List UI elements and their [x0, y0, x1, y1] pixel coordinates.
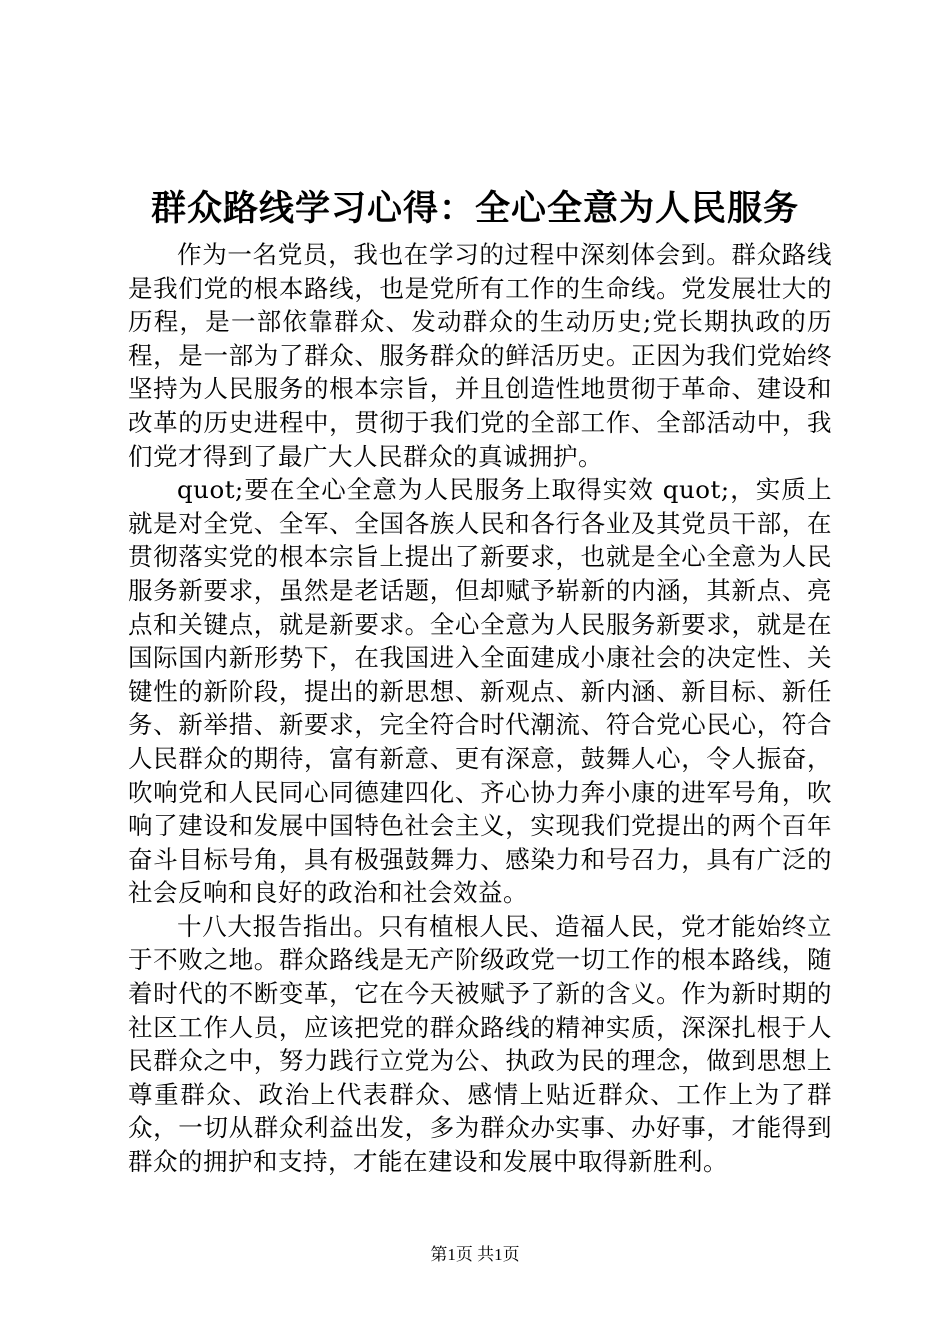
paragraph-1: 作为一名党员，我也在学习的过程中深刻体会到。群众路线是我们党的根本路线，也是党所有工作的生命线。党发展壮大的历程，是一部依靠群众、发动群众的生动历史;党长期执政的历程，是一部为了群众、服务群众的鲜活历史。正因为我们党始终坚持为人民服务的根本宗旨，并且创造性地贯彻于革命、建设和改革的历史进程中，贯彻于我们党的全部工作、全部活动中，我们党才得到了最广大人民群众的真诚拥护。: [128, 240, 832, 471]
page-number-footer: 第1页 共1页: [430, 1245, 520, 1264]
document-title: 群众路线学习心得：全心全意为人民服务: [150, 189, 799, 229]
paragraph-2: quot;要在全心全意为人民服务上取得实效 quot;，实质上就是对全党、全军、全国各族人民和各行各业及其党员干部，在贯彻落实党的根本宗旨上提出了新要求，也就是全心全意为人民服务新要求，虽然是老话题，但却赋予崭新的内涵，其新点、亮点和关键点，就是新要求。全心全意为人民服务新要求，就是在国际国内新形势下，在我国进入全面建成小康社会的决定性、关键性的新阶段，提出的新思想、新观点、新内涵、新目标、新任务、新举措、新要求，完全符合时代潮流、符合党心民心，符合人民群众的期待，富有新意、更有深意，鼓舞人心，令人振奋，吹响党和人民同心同德建四化、齐心协力奔小康的进军号角，吹响了建设和发展中国特色社会主义，实现我们党提出的两个百年奋斗目标号角，具有极强鼓舞力、感染力和号召力，具有广泛的社会反响和良好的政治和社会效益。: [128, 475, 832, 908]
paragraph-3: 十八大报告指出。只有植根人民、造福人民，党才能始终立于不败之地。群众路线是无产阶级政党一切工作的根本路线，随着时代的不断变革，它在今天被赋予了新的含义。作为新时期的社区工作人员，应该把党的群众路线的精神实质，深深扎根于人民群众之中，努力践行立党为公、执政为民的理念，做到思想上尊重群众、政治上代表群众、感情上贴近群众、工作上为了群众，一切从群众利益出发，多为群众办实事、办好事，才能得到群众的拥护和支持，才能在建设和发展中取得新胜利。: [128, 911, 832, 1177]
document-body: [128, 238, 832, 1179]
